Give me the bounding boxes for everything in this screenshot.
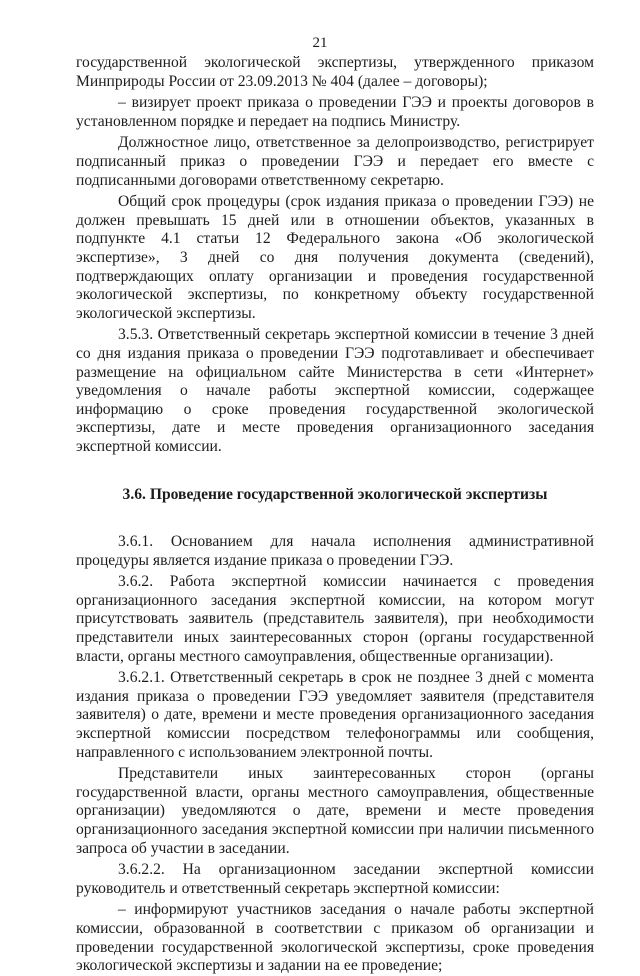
paragraph: 3.6.2. Работа экспертной комиссии начинается с проведения организационного заседания экспертной комиссии, на котором могут присутствовать заявитель (представитель заявителя), при необходимости представители иных заинтересованных сторон (органы государственной власти, органы местного самоуправления, общественные организации). xyxy=(76,573,594,665)
paragraph: 3.5.3. Ответственный секретарь экспертной комиссии в течение 3 дней со дня издания приказа о проведении ГЭЭ подготавливает и обеспечивает размещение на официальном сайте Министерства в сети «Интернет» уведомления о начале работы экспертной комиссии, содержащее информацию о сроке проведения государственной экологической экспертизы, дате и месте проведения организационного заседания экспертной комиссии. xyxy=(76,326,594,455)
paragraph: Представители иных заинтересованных сторон (органы государственной власти, органы местного самоуправления, общественные организации) уведомляются о дате, времени и месте проведения организационного заседания экспертной комиссии при наличии письменного запроса об участии в заседании. xyxy=(76,765,594,857)
paragraph: 3.6.2.2. На организационном заседании экспертной комиссии руководитель и ответственный секретарь экспертной комиссии: xyxy=(76,861,594,897)
paragraph: – визирует проект приказа о проведении ГЭЭ и проекты договоров в установленном порядке и передает на подпись Министру. xyxy=(76,94,594,130)
document-body xyxy=(76,54,594,976)
section-heading: 3.6. Проведение государственной экологической экспертизы xyxy=(122,486,548,504)
paragraph: Общий срок процедуры (срок издания приказа о проведении ГЭЭ) не должен превышать 15 дней или в отношении объектов, указанных в подпункте 4.1 статьи 12 Федерального закона «Об экологической экспертизе», 3 дней со дня получения документа (сведений), подтверждающих оплату организации и проведения государственной экологической экспертизы, по конкретному объекту государственной экологической экспертизы. xyxy=(76,193,594,322)
paragraph: 3.6.1. Основанием для начала исполнения административной процедуры является издание приказа о проведении ГЭЭ. xyxy=(76,533,594,569)
paragraph: Должностное лицо, ответственное за делопроизводство, регистрирует подписанный приказ о проведении ГЭЭ и передает его вместе с подписанными договорами ответственному секретарю. xyxy=(76,134,594,189)
paragraph: – информируют участников заседания о начале работы экспертной комиссии, образованной в соответствии с приказом об организации и проведении государственной экологической экспертизы, сроке проведения экологической экспертизы и задании на ее проведение; xyxy=(76,901,594,975)
paragraph: 3.6.2.1. Ответственный секретарь в срок не позднее 3 дней с момента издания приказа о проведении ГЭЭ уведомляет заявителя (представителя заявителя) о дате, времени и месте проведения организационного заседания экспертной комиссии посредством телефонограммы или сообщения, направленного с использованием электронной почты. xyxy=(76,669,594,761)
paragraph: государственной экологической экспертизы, утвержденного приказом Минприроды России от 23.09.2013 № 404 (далее – договоры); xyxy=(76,54,594,90)
page-number: 21 xyxy=(312,35,328,51)
